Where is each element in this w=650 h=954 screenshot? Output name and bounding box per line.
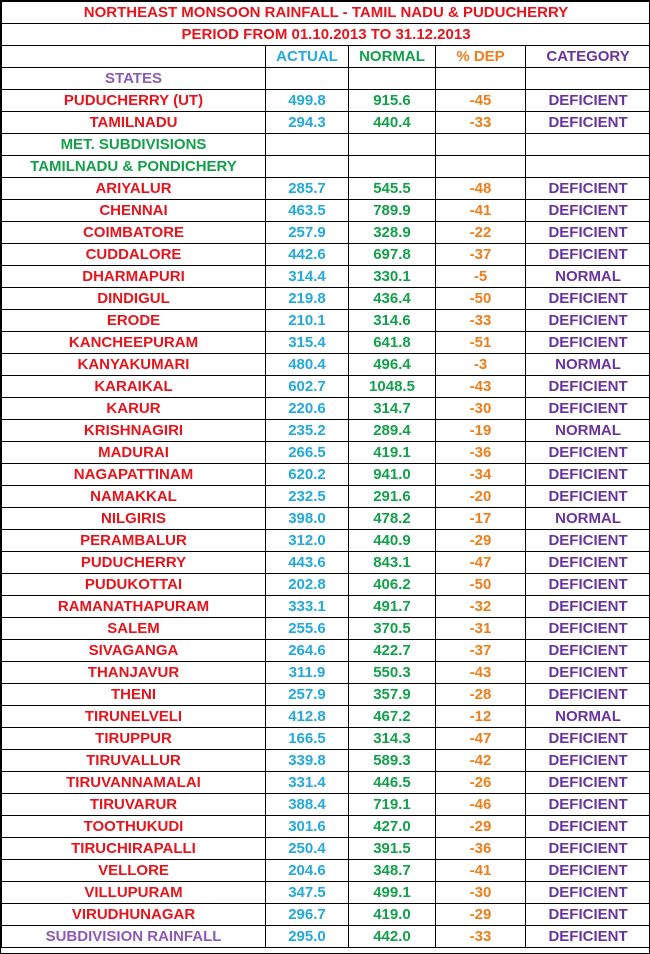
row-name: TIRUVANNAMALAI	[2, 772, 266, 794]
header-actual: ACTUAL	[266, 46, 349, 68]
row-normal: 348.7	[349, 860, 436, 882]
row-actual: 166.5	[266, 728, 349, 750]
row-category: DEFICIENT	[526, 90, 650, 112]
row-name: VELLORE	[2, 860, 266, 882]
row-normal: 422.7	[349, 640, 436, 662]
row-actual: 443.6	[266, 552, 349, 574]
row-name: PUDUCHERRY (UT)	[2, 90, 266, 112]
row-category: DEFICIENT	[526, 222, 650, 244]
row-actual: 220.6	[266, 398, 349, 420]
table-row	[2, 464, 650, 486]
row-normal: 406.2	[349, 574, 436, 596]
table-row	[2, 178, 650, 200]
row-normal: 467.2	[349, 706, 436, 728]
row-normal: 499.1	[349, 882, 436, 904]
row-dep: -47	[436, 552, 526, 574]
row-category: DEFICIENT	[526, 926, 650, 948]
row-dep: -26	[436, 772, 526, 794]
row-category: DEFICIENT	[526, 398, 650, 420]
row-dep: -41	[436, 200, 526, 222]
row-dep: -28	[436, 684, 526, 706]
row-name: CUDDALORE	[2, 244, 266, 266]
row-name: VILLUPURAM	[2, 882, 266, 904]
row-dep: -3	[436, 354, 526, 376]
row-category: DEFICIENT	[526, 310, 650, 332]
row-dep: -45	[436, 90, 526, 112]
table-row	[2, 420, 650, 442]
row-category: DEFICIENT	[526, 772, 650, 794]
row-dep: -29	[436, 816, 526, 838]
table-row	[2, 266, 650, 288]
row-normal: 478.2	[349, 508, 436, 530]
row-actual: 412.8	[266, 706, 349, 728]
row-category: DEFICIENT	[526, 882, 650, 904]
row-actual: 463.5	[266, 200, 349, 222]
row-actual: 442.6	[266, 244, 349, 266]
row-dep: -36	[436, 838, 526, 860]
row-actual: 204.6	[266, 860, 349, 882]
row-normal: 440.9	[349, 530, 436, 552]
row-dep: -50	[436, 288, 526, 310]
row-actual: 333.1	[266, 596, 349, 618]
row-normal: 641.8	[349, 332, 436, 354]
row-name: KRISHNAGIRI	[2, 420, 266, 442]
row-name: DHARMAPURI	[2, 266, 266, 288]
row-category: NORMAL	[526, 266, 650, 288]
row-normal: 941.0	[349, 464, 436, 486]
row-category: DEFICIENT	[526, 794, 650, 816]
row-category: DEFICIENT	[526, 596, 650, 618]
row-name: COIMBATORE	[2, 222, 266, 244]
row-normal: 330.1	[349, 266, 436, 288]
row-normal: 915.6	[349, 90, 436, 112]
row-normal: 496.4	[349, 354, 436, 376]
row-normal: 491.7	[349, 596, 436, 618]
table-row	[2, 310, 650, 332]
row-name: TIRUPPUR	[2, 728, 266, 750]
row-normal: 314.3	[349, 728, 436, 750]
table-row	[2, 200, 650, 222]
row-normal: 436.4	[349, 288, 436, 310]
row-actual: 232.5	[266, 486, 349, 508]
table-row	[2, 222, 650, 244]
row-name: TIRUNELVELI	[2, 706, 266, 728]
row-actual: 235.2	[266, 420, 349, 442]
row-normal: 357.9	[349, 684, 436, 706]
row-dep: -33	[436, 926, 526, 948]
row-actual: 315.4	[266, 332, 349, 354]
row-normal: 589.3	[349, 750, 436, 772]
row-name: KANCHEEPURAM	[2, 332, 266, 354]
row-normal: 545.5	[349, 178, 436, 200]
row-dep: -29	[436, 904, 526, 926]
summary-row	[2, 926, 650, 948]
row-category: NORMAL	[526, 706, 650, 728]
row-dep: -33	[436, 310, 526, 332]
title-row	[2, 2, 650, 24]
row-actual: 250.4	[266, 838, 349, 860]
row-name: PUDUKOTTAI	[2, 574, 266, 596]
row-category: DEFICIENT	[526, 750, 650, 772]
row-category: NORMAL	[526, 354, 650, 376]
row-normal: 789.9	[349, 200, 436, 222]
row-category: DEFICIENT	[526, 816, 650, 838]
row-dep: -42	[436, 750, 526, 772]
row-dep: -29	[436, 530, 526, 552]
row-category: DEFICIENT	[526, 376, 650, 398]
row-name: VIRUDHUNAGAR	[2, 904, 266, 926]
row-normal: 314.7	[349, 398, 436, 420]
row-normal: 446.5	[349, 772, 436, 794]
row-normal: 697.8	[349, 244, 436, 266]
row-normal: 289.4	[349, 420, 436, 442]
table-row	[2, 728, 650, 750]
table-row	[2, 442, 650, 464]
table-row	[2, 838, 650, 860]
row-name: SUBDIVISION RAINFALL	[2, 926, 266, 948]
row-dep: -43	[436, 662, 526, 684]
row-normal: 427.0	[349, 816, 436, 838]
table-row	[2, 882, 650, 904]
row-dep: -17	[436, 508, 526, 530]
row-category: DEFICIENT	[526, 728, 650, 750]
row-actual: 295.0	[266, 926, 349, 948]
row-normal: 328.9	[349, 222, 436, 244]
table-row	[2, 684, 650, 706]
row-actual: 257.9	[266, 222, 349, 244]
row-normal: 291.6	[349, 486, 436, 508]
period-row	[2, 24, 650, 46]
row-name: THENI	[2, 684, 266, 706]
row-dep: -47	[436, 728, 526, 750]
table-row	[2, 860, 650, 882]
met-subdivisions-row	[2, 134, 650, 156]
row-dep: -22	[436, 222, 526, 244]
row-actual: 202.8	[266, 574, 349, 596]
table-row	[2, 816, 650, 838]
row-name: MADURAI	[2, 442, 266, 464]
row-normal: 419.0	[349, 904, 436, 926]
row-normal: 391.5	[349, 838, 436, 860]
row-name: PUDUCHERRY	[2, 552, 266, 574]
table-row	[2, 530, 650, 552]
row-actual: 296.7	[266, 904, 349, 926]
row-name: TIRUCHIRAPALLI	[2, 838, 266, 860]
table-row	[2, 750, 650, 772]
table-row	[2, 772, 650, 794]
header-category: CATEGORY	[526, 46, 650, 68]
table-row	[2, 640, 650, 662]
row-normal: 314.6	[349, 310, 436, 332]
row-category: DEFICIENT	[526, 904, 650, 926]
table-row	[2, 332, 650, 354]
subdivision-name-row	[2, 156, 650, 178]
row-dep: -51	[436, 332, 526, 354]
row-dep: -41	[436, 860, 526, 882]
met-subdivisions-label: MET. SUBDIVISIONS	[2, 134, 266, 156]
row-category: DEFICIENT	[526, 640, 650, 662]
row-name: PERAMBALUR	[2, 530, 266, 552]
row-normal: 419.1	[349, 442, 436, 464]
row-actual: 499.8	[266, 90, 349, 112]
table-row	[2, 794, 650, 816]
row-dep: -33	[436, 112, 526, 134]
table-row	[2, 508, 650, 530]
row-name: ERODE	[2, 310, 266, 332]
header-dep: % DEP	[436, 46, 526, 68]
subdivision-name: TAMILNADU & PONDICHERY	[2, 156, 266, 178]
row-actual: 285.7	[266, 178, 349, 200]
row-dep: -20	[436, 486, 526, 508]
row-category: NORMAL	[526, 420, 650, 442]
row-name: TAMILNADU	[2, 112, 266, 134]
row-actual: 257.9	[266, 684, 349, 706]
row-dep: -30	[436, 882, 526, 904]
table-row	[2, 288, 650, 310]
report-title: NORTHEAST MONSOON RAINFALL - TAMIL NADU & PUDUCHERRY	[2, 2, 650, 24]
table-row	[2, 706, 650, 728]
row-category: DEFICIENT	[526, 112, 650, 134]
row-actual: 294.3	[266, 112, 349, 134]
row-name: THANJAVUR	[2, 662, 266, 684]
row-actual: 331.4	[266, 772, 349, 794]
row-actual: 255.6	[266, 618, 349, 640]
rainfall-table	[1, 1, 650, 948]
row-dep: -31	[436, 618, 526, 640]
table-row	[2, 486, 650, 508]
row-category: DEFICIENT	[526, 618, 650, 640]
table-row	[2, 398, 650, 420]
states-label: STATES	[2, 68, 266, 90]
row-dep: -34	[436, 464, 526, 486]
table-row	[2, 354, 650, 376]
row-actual: 339.8	[266, 750, 349, 772]
row-normal: 440.4	[349, 112, 436, 134]
table-body	[2, 2, 650, 948]
row-actual: 210.1	[266, 310, 349, 332]
table-row	[2, 662, 650, 684]
row-name: KANYAKUMARI	[2, 354, 266, 376]
row-normal: 843.1	[349, 552, 436, 574]
row-name: TOOTHUKUDI	[2, 816, 266, 838]
row-dep: -50	[436, 574, 526, 596]
states-section-row	[2, 68, 650, 90]
row-actual: 602.7	[266, 376, 349, 398]
table-row	[2, 112, 650, 134]
row-dep: -36	[436, 442, 526, 464]
header-blank	[2, 46, 266, 68]
row-actual: 219.8	[266, 288, 349, 310]
row-actual: 480.4	[266, 354, 349, 376]
row-name: SIVAGANGA	[2, 640, 266, 662]
row-dep: -5	[436, 266, 526, 288]
row-category: DEFICIENT	[526, 178, 650, 200]
row-name: NAGAPATTINAM	[2, 464, 266, 486]
header-row	[2, 46, 650, 68]
row-category: DEFICIENT	[526, 244, 650, 266]
row-actual: 312.0	[266, 530, 349, 552]
table-row	[2, 552, 650, 574]
row-category: NORMAL	[526, 508, 650, 530]
row-category: DEFICIENT	[526, 838, 650, 860]
header-normal: NORMAL	[349, 46, 436, 68]
row-dep: -37	[436, 640, 526, 662]
row-normal: 1048.5	[349, 376, 436, 398]
row-name: CHENNAI	[2, 200, 266, 222]
row-actual: 311.9	[266, 662, 349, 684]
report-period: PERIOD FROM 01.10.2013 TO 31.12.2013	[2, 24, 650, 46]
row-actual: 347.5	[266, 882, 349, 904]
row-category: DEFICIENT	[526, 200, 650, 222]
table-row	[2, 376, 650, 398]
row-actual: 314.4	[266, 266, 349, 288]
row-actual: 266.5	[266, 442, 349, 464]
row-name: TIRUVARUR	[2, 794, 266, 816]
row-dep: -30	[436, 398, 526, 420]
row-actual: 398.0	[266, 508, 349, 530]
row-dep: -32	[436, 596, 526, 618]
row-dep: -46	[436, 794, 526, 816]
row-dep: -48	[436, 178, 526, 200]
row-normal: 442.0	[349, 926, 436, 948]
row-category: DEFICIENT	[526, 552, 650, 574]
row-name: SALEM	[2, 618, 266, 640]
row-name: ARIYALUR	[2, 178, 266, 200]
row-actual: 301.6	[266, 816, 349, 838]
table-row	[2, 596, 650, 618]
row-category: DEFICIENT	[526, 332, 650, 354]
row-normal: 370.5	[349, 618, 436, 640]
row-dep: -12	[436, 706, 526, 728]
row-category: DEFICIENT	[526, 684, 650, 706]
row-category: DEFICIENT	[526, 574, 650, 596]
row-dep: -19	[436, 420, 526, 442]
row-category: DEFICIENT	[526, 464, 650, 486]
row-name: DINDIGUL	[2, 288, 266, 310]
row-category: DEFICIENT	[526, 288, 650, 310]
row-category: DEFICIENT	[526, 486, 650, 508]
row-dep: -37	[436, 244, 526, 266]
table-row	[2, 90, 650, 112]
row-actual: 264.6	[266, 640, 349, 662]
row-name: TIRUVALLUR	[2, 750, 266, 772]
table-row	[2, 244, 650, 266]
table-row	[2, 574, 650, 596]
row-normal: 719.1	[349, 794, 436, 816]
row-name: RAMANATHAPURAM	[2, 596, 266, 618]
table-row	[2, 904, 650, 926]
row-category: DEFICIENT	[526, 662, 650, 684]
table-row	[2, 618, 650, 640]
row-actual: 620.2	[266, 464, 349, 486]
row-actual: 388.4	[266, 794, 349, 816]
row-category: DEFICIENT	[526, 860, 650, 882]
row-normal: 550.3	[349, 662, 436, 684]
row-name: NILGIRIS	[2, 508, 266, 530]
row-name: NAMAKKAL	[2, 486, 266, 508]
row-name: KARUR	[2, 398, 266, 420]
row-category: DEFICIENT	[526, 530, 650, 552]
row-name: KARAIKAL	[2, 376, 266, 398]
row-dep: -43	[436, 376, 526, 398]
row-category: DEFICIENT	[526, 442, 650, 464]
